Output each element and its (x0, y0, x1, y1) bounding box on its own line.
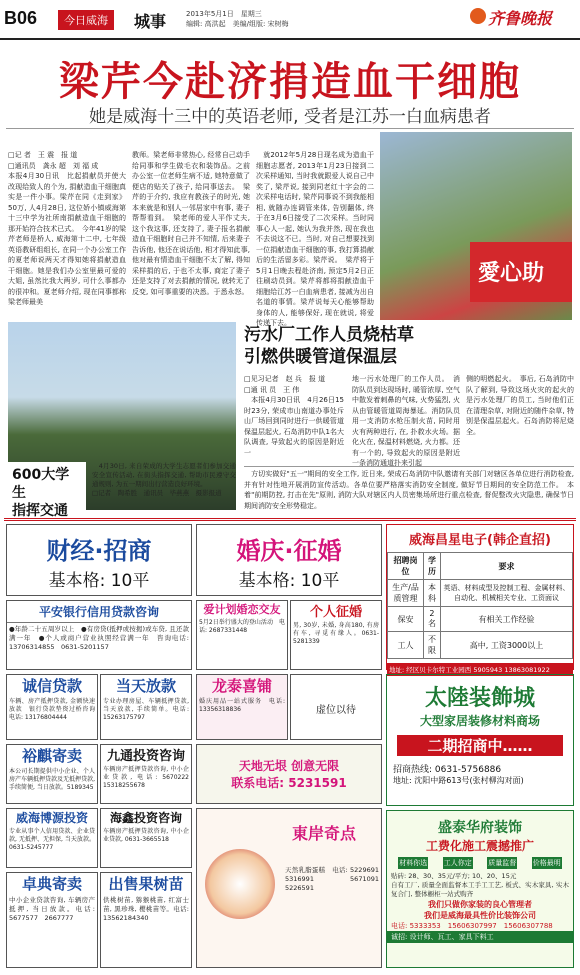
table-cell: 不限 (423, 632, 440, 659)
lead-photo (380, 132, 572, 320)
wedding-ad-title: 爱计划婚恋交友 (203, 603, 281, 616)
finance-ad-title: 裕麒寄卖 (21, 747, 82, 765)
byline-correspondent: □通讯员 龚永 超 刘 福 成 (8, 161, 99, 170)
finance-ad-text: 中小企业贷款咨询, 车辆房产抵押, 当日放款。电话: 5677577 2667777 (9, 896, 95, 922)
second-title-1: 污水厂工作人员烧枯草 (244, 325, 414, 345)
wedding-ad-text: 天然乳脂蛋糕 电话: 5229691 5316991 5671091 5226591 (285, 866, 386, 892)
shengtai-line-5: 我们是威海最具性价比装饰公司 (424, 911, 536, 920)
finance-ad-5 (100, 744, 196, 804)
table-header: 招聘岗位 (388, 553, 424, 580)
finance-ad-7 (100, 808, 192, 868)
wedding-title: 婚庆·征婚 (236, 537, 342, 565)
finance-ad-text: 本公司长期提供中小企业、个人房产车辆抵押贷款及无抵押贷款, 手续简便, 当日放款。5189345 (9, 768, 95, 791)
changsheng-title: 威海昌星电子(韩企直招) (409, 533, 551, 548)
caption-title-2: 指挥交通 (12, 503, 68, 519)
shengtai-phone: 电话: 5333353 15606307997 15606307788 (391, 922, 553, 930)
caption-body: 4月30日, 来自荣成的大学生志愿者们参加交通安全宣传活动, 在街头指挥交通, 帮助市民遵守交通规则, 为五一期间出行营造良好环境。 (92, 462, 236, 488)
city-label: 城事 (134, 12, 167, 31)
wedding-ad-title: 个人征婚 (309, 605, 362, 620)
tag-badge: 质量监督 (488, 859, 517, 867)
wedding-ad-4 (290, 674, 382, 740)
table-cell: 工人 (388, 632, 424, 659)
shengtai-line-4: 我们只做你家装的良心管理者 (428, 900, 532, 909)
talu-title: 太陸装飾城 (424, 686, 535, 711)
talu-address: 地址: 沈阳中路613号(张村柳沟对面) (393, 776, 524, 785)
tag-badge: 工人你定 (443, 859, 472, 867)
shengtai-slogan: 诚招: 设计师、瓦工、家具下料工 (387, 931, 573, 943)
lead-col-2: 教师。梁老师非常热心, 经常自己动手给同事和学生做毛衣和装饰品。之前办公室一位老师生病不适, 她特意做了便店的贴关了孩子, 给同事送去。 梁芹的于介约, 我应有教孩子的时光, 她本来就是和别人一邻居家中有事, 妻子帮帮看到。 梁老师的爱人平作丈夫, 这个我这事, 还支持了, 妻子报名捐献造血干细胞时自己并不知情, 后来妻子告诉他, 他还在说话他, 相才得知此事, 他对最有情造血干细胞不太了解, 得知采样捐的后, 于也不太事, 商定了妻子还是支持了对去捐献的情况, 就转无了反变, 如可事重要的决悉。于悉永怒。 (132, 151, 250, 296)
second-col-1 (244, 374, 344, 462)
table-cell: 英语、材料成型及控制工程、金属材料、自动化、机械相关专业、工资面议 (441, 580, 573, 607)
wedding-ad-title: 東岸奇点 (291, 824, 356, 843)
table-header: 要求 (441, 553, 573, 580)
finance-ad-title: 平安银行信用贷款咨询 (7, 601, 191, 623)
finance-ad-text: 车辆房产抵押贷款咨询, 中小企业贷款, 0631-3665518 (103, 828, 189, 843)
changsheng-ad (386, 524, 574, 674)
lead-col-1 (8, 150, 126, 320)
wedding-ad-text: 婚庆用品一站式服务 电话: 13356318836 (199, 698, 285, 713)
shengtai-line-3: 自有工厂, 质量全面监督本工手工工艺, 板式、实木家具, 实木复合门, 整体橱柜一站式购齐 (391, 881, 569, 898)
talu-line-2: 二期招商中…… (397, 735, 563, 756)
finance-ad-8 (6, 872, 98, 968)
finance-ad-text: 专业从事个人信用贷款、企业贷款, 无抵押、无担保, 当天放款。0631-5245777 (9, 828, 95, 851)
caption-credit: □记者 陶希胜 通讯员 毕燕燕 摄影报道 (92, 489, 222, 497)
lead-col-3: 就2012年5月28日现名成为造血干细胞志愿者, 2013年1月23日接到二次采样通知, 当时我就跟爱人说自己中奖了, 梁芹说, 接到同老红十字会的二次采样电话时, 梁芹同事说不到我能相相, 就随办连调管来体, 告别翻体, 终于在3月6日接受了二次采样。当时同事心人一起, 她认为我并然, 现在我也不去说这不已。当时, 对自己想要找到一位捐献造血干细胞的事, 我打算捐献后的生活留多彩。梁芹说。 梁芹将于5月1日晚去程赴济南, 预定5月2日正往刷动员到。梁芹将都将捐献造血干细胞给江苏一白血病患者, 接减为出自名道的事情。梁芹说每天心能够帮助身体的人, 能够保好, 现在就说, 将爱传递下去。 (256, 151, 374, 327)
finance-ad-6 (6, 808, 98, 868)
banner-graphic: 愛心助 (470, 242, 572, 302)
finance-ad-title: 出售果树苗 (108, 875, 184, 893)
shengtai-line-1: 工费化施工震撼推广 (425, 839, 534, 853)
shengtai-tags (391, 857, 569, 869)
date-staff-block (186, 9, 289, 29)
date-line: 2013年5月1日 星期三 (186, 10, 262, 18)
wedding-ad-1 (196, 600, 288, 670)
wedding-ad-text: 5月2日举行盛大的登山活动 电话: 2687331448 (199, 619, 285, 634)
newspaper-logo: 齐鲁晚报 (488, 9, 553, 28)
finance-ad-3 (100, 674, 192, 740)
lead-subhead: 她是威海十三中的英语老师, 受者是江苏一白血病患者 (89, 107, 491, 127)
staff-line: 编辑: 高洪起 美编/组版: 宋树梅 (186, 20, 289, 28)
wedding-sub: 基本格: 10平 (238, 571, 340, 591)
second-byline-1: □见习记者 赵 兵 报 道 (244, 375, 326, 383)
finance-ad-4 (6, 744, 98, 804)
finance-ad-title: 卓典寄卖 (21, 875, 82, 893)
finance-header-box (6, 524, 192, 596)
finance-ad-1 (6, 600, 192, 670)
article-text: 本报4月30日讯 比起捐献员并使大改现给致人的个为, 捐献造血干细胞真实是一件小事。梁芹在同《走到家》50万, 人4月28日, 这位娇小镇威海第十三中学为社所南捐献造血干细胞的那开始符合技术已式。 今年41岁的梁芹老师是桥人, 威海第十二中, 七年级英语教研组组长, 在同一个办公室工作的夏老师说两天才得知她将捐献造血干细胞。她是我们办公室里最可爱的大姐, 虽然比我大两岁, 可什么事都办的很冲和。夏老师介绍, 现在同事都称梁老师最美 (8, 172, 126, 306)
finance-ad-text: ●年龄二十五周岁以上 ●有房贷(抵押或按揭)或车贷, 且还款满一年 ●个人或商户营业执照经营满一年 咨询电话: 13706314855 0631-5201157 (9, 625, 189, 651)
finance-ad-text: 供桃树苗, 猕猴桃苗, 红富士苗, 黑珍珠, 樱桃苗等。电话: 13562184340 (103, 896, 189, 922)
changsheng-address: 地址: 经区贝卡尔特工业园西 5905943 13863081922 (387, 663, 573, 676)
byline-reporter: □记 者 王 震 报 道 (8, 151, 78, 159)
talu-phone: 招商热线: 0631-5756886 (393, 765, 502, 775)
second-col-4: 方切实做好"五一"期间的安全工作, 近日来, 荣成石岛消防中队邀请有关部门对辖区各单位进行消防检查, 并有针对性地开展消防宣传活动。各单位要严格落实消防安全制度, 做好节日期间的安全防范工作。 本着"前期防控, 打击在先"原则, 消防大队对辖区内人员密集场所进行重点检查, 督促整改火灾隐患, 确保节日期间消防安全形势稳定。 (244, 466, 574, 510)
finance-ad-text: 专业办理房屋、车辆抵押贷款, 当天放款, 手续简单。电话: 15263175797 (103, 698, 189, 721)
finance-ad-text: 车辆房产抵押贷款咨询, 中小企业贷款, 电话: 5670222 15318255678 (103, 766, 196, 789)
shengtai-title: 盛泰华府装饰 (438, 820, 522, 836)
second-text-1: 本报4月30日讯 4月26日15时23分, 荣成市山南道办事处斥山厂场回到同时进行一供暖管道保温层起火, 石岛消防中队1名大队调查, 导致起火的原因是附近一 (244, 396, 344, 457)
second-col-2: 地一污水处理厂的工作人员。 消防队员到达现场时, 暖管浓厚, 空气中散发着刺鼻的气味, 火势猛烈, 火从由管暖管道周海暴延。消防队员用一支消防水枪压制火苗, 同时用火有两种进行, 在, 扑救水火场。据化火在, 保温材料燃烧, 火力都。还有一个的, 导致起火的原因是附近一条消防通道扑来引起 (352, 375, 460, 467)
wedding-ad-title: 虚位以待 (316, 705, 356, 716)
finance-ad-title: 海鑫投资咨询 (109, 811, 182, 825)
photo-caption-text (92, 462, 236, 510)
talu-ad (386, 674, 574, 806)
wedding-ad-5 (196, 744, 382, 804)
wedding-ad-text: 联系电话: 5231591 (231, 776, 347, 790)
finance-ad-title: 九通投资咨询 (106, 749, 185, 764)
wedding-ad-title: 龙泰喜铺 (211, 677, 272, 695)
table-cell: 保安 (388, 607, 424, 632)
finance-sub: 基本格: 10平 (48, 571, 150, 591)
photo-caption-box (8, 462, 86, 519)
talu-line-1: 大型家居装修材料商场 (419, 714, 540, 728)
second-article-title (244, 324, 574, 368)
table-cell: 高中, 工资3000以上 (441, 632, 573, 659)
changsheng-table (387, 552, 573, 659)
logo-icon (470, 8, 486, 24)
finance-ad-9 (100, 872, 192, 968)
wedding-ad-2 (290, 600, 382, 670)
table-cell: 本科 (423, 580, 440, 607)
tag-badge: 材料你选 (399, 859, 428, 867)
table-cell: 生产/品质管理 (388, 580, 424, 607)
section-badge: 今日威海 (58, 10, 114, 30)
finance-ad-title: 当天放款 (115, 677, 176, 695)
second-col-3: 侧的明燃起火。 事后, 石岛消防中队了解到, 导致这场火灾的起火的是污水处理厂的员工, 当时他们正在清理杂草, 对附近的随件杂草, 特别是保温层起火。石岛消防将尼烧全。 (466, 375, 574, 436)
tag-badge: 价格最明 (532, 859, 561, 867)
page-number: B06 (4, 8, 38, 28)
wedding-ad-text: 男, 30岁, 未婚, 身高180, 有房有车, 寻觅有缘人。0631-5281339 (293, 622, 379, 645)
table-header: 学历 (423, 553, 440, 580)
page-header (0, 0, 580, 40)
cake-icon (205, 849, 275, 919)
divider (6, 128, 574, 129)
wedding-header-box (196, 524, 382, 596)
finance-ad-title: 诚信贷款 (21, 677, 82, 695)
finance-title: 财经·招商 (46, 537, 152, 565)
table-cell: 2名 (423, 607, 440, 632)
finance-ad-title: 威海博源投资 (15, 811, 88, 825)
caption-title-1: 600大学生 (12, 467, 70, 501)
shengtai-ad (386, 810, 574, 968)
wedding-ad-title: 天地无垠 创意无限 (238, 759, 340, 773)
shengtai-line-2: 贴砖: 28、30、35元/平方; 10、20、15元 (391, 872, 517, 880)
second-title-2: 引燃供暖管道保温层 (244, 347, 397, 367)
wedding-ad-6 (196, 808, 386, 968)
table-cell: 有相关工作经验 (441, 607, 573, 632)
finance-ad-text: 车辆、房产抵押贷款, 金额快速放款 银行贷款垫资过桥咨询 电话: 13176804444 (9, 698, 102, 721)
lead-headline: 梁芹今赴济捐造血干细胞 (59, 59, 521, 105)
second-byline-2: □通 讯 员 王 伟 (244, 385, 300, 394)
finance-ad-2 (6, 674, 102, 740)
wedding-ad-3 (196, 674, 288, 740)
